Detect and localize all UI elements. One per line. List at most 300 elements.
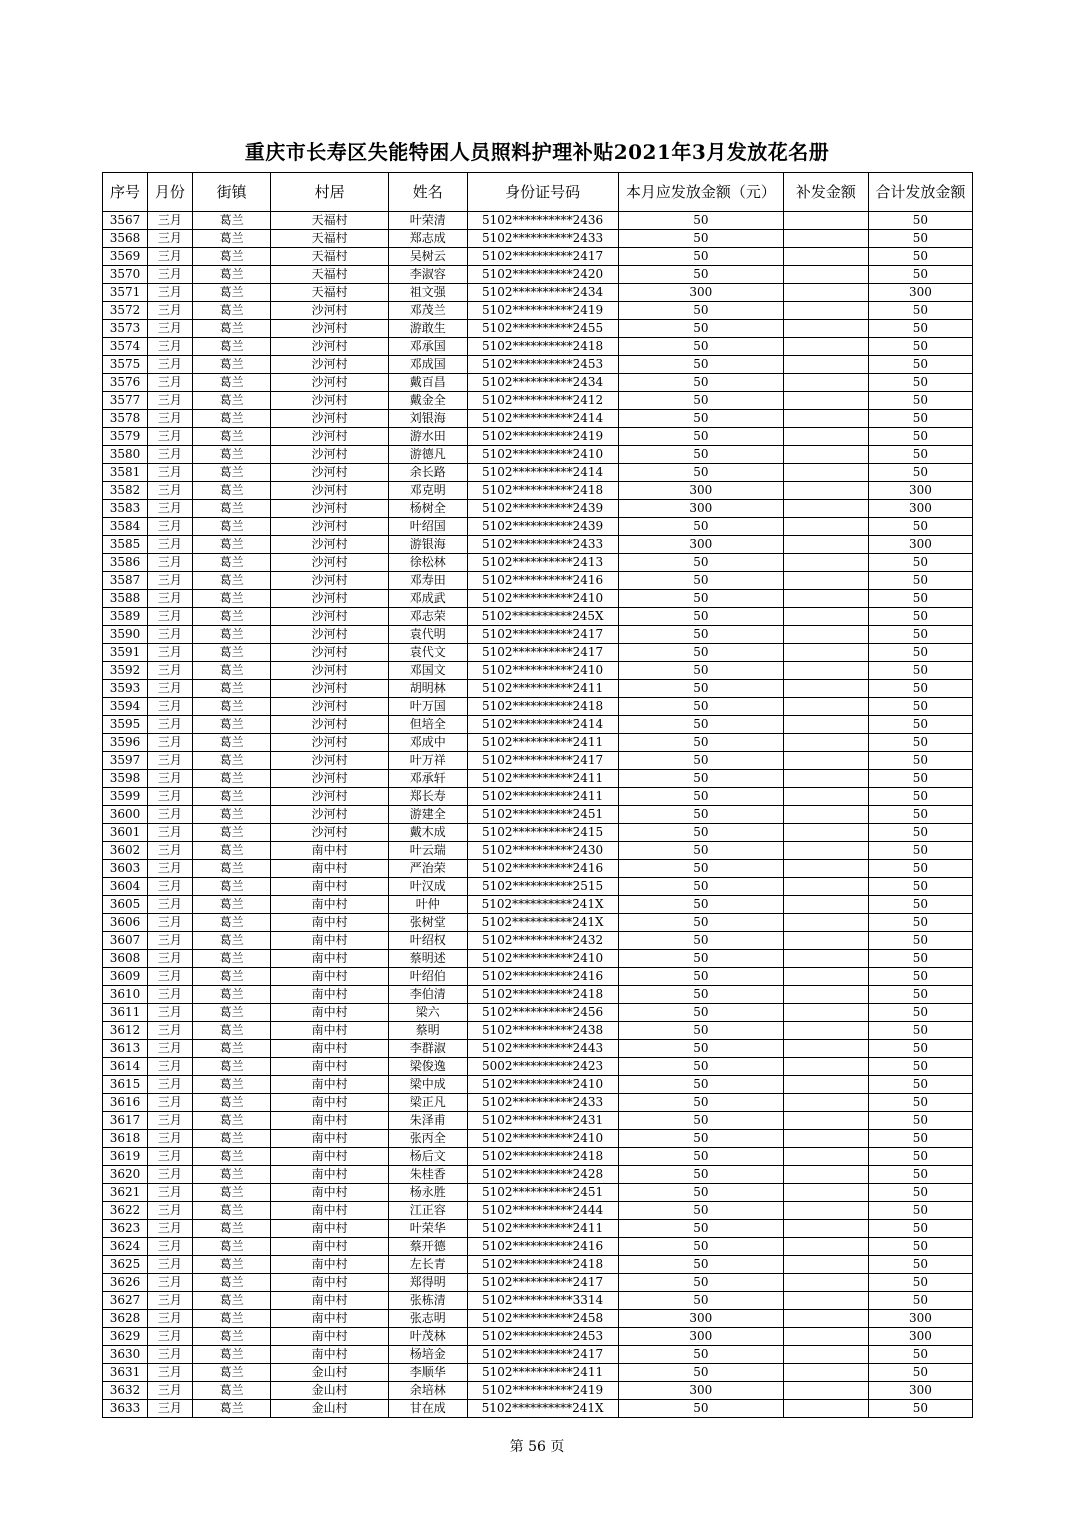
cell-month: 三月 <box>147 464 192 482</box>
cell-monthly-amount: 300 <box>618 1310 783 1328</box>
cell-name: 梁俊逸 <box>388 1058 467 1076</box>
cell-monthly-amount: 50 <box>618 590 783 608</box>
cell-supplement-amount <box>784 1364 869 1382</box>
cell-month: 三月 <box>147 878 192 896</box>
cell-monthly-amount: 50 <box>618 644 783 662</box>
cell-town: 葛兰 <box>192 986 271 1004</box>
cell-village: 沙河村 <box>271 734 388 752</box>
cell-supplement-amount <box>784 1094 869 1112</box>
cell-monthly-amount: 50 <box>618 734 783 752</box>
cell-id-number: 5102**********2431 <box>467 1112 618 1130</box>
cell-id-number: 5102**********2414 <box>467 410 618 428</box>
cell-index: 3629 <box>103 1328 148 1346</box>
cell-index: 3592 <box>103 662 148 680</box>
cell-total-amount: 50 <box>868 752 972 770</box>
cell-supplement-amount <box>784 788 869 806</box>
cell-month: 三月 <box>147 1076 192 1094</box>
cell-village: 沙河村 <box>271 680 388 698</box>
cell-village: 南中村 <box>271 1058 388 1076</box>
cell-town: 葛兰 <box>192 590 271 608</box>
cell-town: 葛兰 <box>192 1112 271 1130</box>
cell-name: 邓成武 <box>388 590 467 608</box>
cell-index: 3607 <box>103 932 148 950</box>
cell-id-number: 5102**********241X <box>467 896 618 914</box>
cell-village: 沙河村 <box>271 356 388 374</box>
cell-id-number: 5102**********2411 <box>467 788 618 806</box>
cell-monthly-amount: 50 <box>618 662 783 680</box>
cell-supplement-amount <box>784 680 869 698</box>
cell-name: 邓国文 <box>388 662 467 680</box>
cell-index: 3606 <box>103 914 148 932</box>
cell-id-number: 5102**********2439 <box>467 518 618 536</box>
cell-index: 3627 <box>103 1292 148 1310</box>
cell-name: 叶绍伯 <box>388 968 467 986</box>
cell-monthly-amount: 50 <box>618 950 783 968</box>
cell-village: 沙河村 <box>271 752 388 770</box>
cell-total-amount: 50 <box>868 986 972 1004</box>
cell-name: 李群淑 <box>388 1040 467 1058</box>
cell-monthly-amount: 50 <box>618 842 783 860</box>
cell-supplement-amount <box>784 1076 869 1094</box>
cell-town: 葛兰 <box>192 266 271 284</box>
cell-index: 3625 <box>103 1256 148 1274</box>
cell-supplement-amount <box>784 464 869 482</box>
cell-monthly-amount: 50 <box>618 626 783 644</box>
cell-index: 3601 <box>103 824 148 842</box>
cell-total-amount: 50 <box>868 896 972 914</box>
cell-id-number: 5102**********245X <box>467 608 618 626</box>
cell-supplement-amount <box>784 770 869 788</box>
cell-supplement-amount <box>784 1148 869 1166</box>
cell-town: 葛兰 <box>192 572 271 590</box>
cell-name: 邓茂兰 <box>388 302 467 320</box>
cell-total-amount: 50 <box>868 1238 972 1256</box>
cell-village: 沙河村 <box>271 806 388 824</box>
cell-total-amount: 50 <box>868 446 972 464</box>
cell-monthly-amount: 50 <box>618 914 783 932</box>
cell-index: 3602 <box>103 842 148 860</box>
cell-monthly-amount: 50 <box>618 1040 783 1058</box>
cell-village: 沙河村 <box>271 500 388 518</box>
cell-village: 沙河村 <box>271 428 388 446</box>
cell-name: 吴树云 <box>388 248 467 266</box>
cell-supplement-amount <box>784 1112 869 1130</box>
cell-total-amount: 50 <box>868 212 972 230</box>
cell-total-amount: 50 <box>868 1256 972 1274</box>
cell-name: 袁代明 <box>388 626 467 644</box>
table-row <box>103 698 973 716</box>
cell-monthly-amount: 50 <box>618 1148 783 1166</box>
cell-total-amount: 50 <box>868 608 972 626</box>
table-row <box>103 374 973 392</box>
cell-name: 蔡开德 <box>388 1238 467 1256</box>
cell-supplement-amount <box>784 572 869 590</box>
cell-month: 三月 <box>147 896 192 914</box>
cell-month: 三月 <box>147 698 192 716</box>
cell-name: 但培全 <box>388 716 467 734</box>
cell-id-number: 5102**********241X <box>467 1400 618 1418</box>
cell-month: 三月 <box>147 248 192 266</box>
cell-month: 三月 <box>147 1274 192 1292</box>
cell-index: 3585 <box>103 536 148 554</box>
table-row <box>103 1256 973 1274</box>
cell-village: 沙河村 <box>271 626 388 644</box>
table-row <box>103 1130 973 1148</box>
cell-name: 郑长寿 <box>388 788 467 806</box>
cell-name: 叶荣华 <box>388 1220 467 1238</box>
cell-month: 三月 <box>147 266 192 284</box>
cell-town: 葛兰 <box>192 806 271 824</box>
cell-total-amount: 50 <box>868 1130 972 1148</box>
cell-month: 三月 <box>147 212 192 230</box>
cell-monthly-amount: 50 <box>618 302 783 320</box>
cell-name: 邓克明 <box>388 482 467 500</box>
cell-name: 叶万国 <box>388 698 467 716</box>
table-row <box>103 986 973 1004</box>
cell-town: 葛兰 <box>192 1166 271 1184</box>
cell-index: 3598 <box>103 770 148 788</box>
cell-id-number: 5102**********2418 <box>467 338 618 356</box>
cell-monthly-amount: 50 <box>618 1094 783 1112</box>
cell-village: 天福村 <box>271 266 388 284</box>
cell-name: 蔡明述 <box>388 950 467 968</box>
cell-index: 3612 <box>103 1022 148 1040</box>
cell-town: 葛兰 <box>192 788 271 806</box>
cell-index: 3589 <box>103 608 148 626</box>
table-row <box>103 1040 973 1058</box>
cell-town: 葛兰 <box>192 1094 271 1112</box>
table-row <box>103 644 973 662</box>
header-total-amount: 合计发放金额 <box>868 173 972 212</box>
cell-name: 邓成国 <box>388 356 467 374</box>
cell-index: 3618 <box>103 1130 148 1148</box>
cell-index: 3570 <box>103 266 148 284</box>
cell-supplement-amount <box>784 860 869 878</box>
table-row <box>103 590 973 608</box>
cell-town: 葛兰 <box>192 1040 271 1058</box>
cell-id-number: 5102**********2411 <box>467 734 618 752</box>
cell-total-amount: 50 <box>868 644 972 662</box>
cell-name: 梁中成 <box>388 1076 467 1094</box>
cell-town: 葛兰 <box>192 1292 271 1310</box>
cell-name: 叶绍国 <box>388 518 467 536</box>
cell-id-number: 5102**********2458 <box>467 1310 618 1328</box>
cell-id-number: 5102**********2416 <box>467 968 618 986</box>
cell-village: 南中村 <box>271 1130 388 1148</box>
cell-total-amount: 50 <box>868 1346 972 1364</box>
cell-id-number: 5102**********2434 <box>467 284 618 302</box>
cell-month: 三月 <box>147 1022 192 1040</box>
table-row <box>103 554 973 572</box>
header-row <box>103 173 973 212</box>
table-row <box>103 1184 973 1202</box>
cell-index: 3583 <box>103 500 148 518</box>
cell-id-number: 5102**********2410 <box>467 950 618 968</box>
cell-total-amount: 50 <box>868 302 972 320</box>
cell-index: 3624 <box>103 1238 148 1256</box>
cell-id-number: 5102**********2430 <box>467 842 618 860</box>
cell-monthly-amount: 50 <box>618 266 783 284</box>
cell-index: 3611 <box>103 1004 148 1022</box>
cell-total-amount: 50 <box>868 1112 972 1130</box>
table-row <box>103 464 973 482</box>
table-row <box>103 518 973 536</box>
cell-supplement-amount <box>784 248 869 266</box>
cell-month: 三月 <box>147 770 192 788</box>
cell-town: 葛兰 <box>192 482 271 500</box>
cell-total-amount: 50 <box>868 464 972 482</box>
cell-monthly-amount: 50 <box>618 716 783 734</box>
cell-town: 葛兰 <box>192 248 271 266</box>
cell-total-amount: 50 <box>868 770 972 788</box>
cell-supplement-amount <box>784 1004 869 1022</box>
cell-month: 三月 <box>147 716 192 734</box>
cell-index: 3582 <box>103 482 148 500</box>
cell-index: 3617 <box>103 1112 148 1130</box>
cell-month: 三月 <box>147 1364 192 1382</box>
cell-town: 葛兰 <box>192 896 271 914</box>
cell-id-number: 5102**********241X <box>467 914 618 932</box>
cell-monthly-amount: 300 <box>618 536 783 554</box>
cell-village: 沙河村 <box>271 608 388 626</box>
header-month: 月份 <box>147 173 192 212</box>
cell-supplement-amount <box>784 266 869 284</box>
cell-index: 3568 <box>103 230 148 248</box>
cell-monthly-amount: 50 <box>618 608 783 626</box>
cell-index: 3586 <box>103 554 148 572</box>
cell-total-amount: 50 <box>868 1004 972 1022</box>
cell-id-number: 5102**********2433 <box>467 230 618 248</box>
cell-monthly-amount: 50 <box>618 680 783 698</box>
cell-village: 南中村 <box>271 1202 388 1220</box>
cell-monthly-amount: 50 <box>618 1112 783 1130</box>
table-row <box>103 1328 973 1346</box>
cell-index: 3621 <box>103 1184 148 1202</box>
cell-month: 三月 <box>147 338 192 356</box>
cell-supplement-amount <box>784 320 869 338</box>
cell-index: 3626 <box>103 1274 148 1292</box>
cell-month: 三月 <box>147 482 192 500</box>
cell-id-number: 5102**********2443 <box>467 1040 618 1058</box>
cell-monthly-amount: 50 <box>618 248 783 266</box>
cell-monthly-amount: 50 <box>618 464 783 482</box>
cell-supplement-amount <box>784 1166 869 1184</box>
cell-village: 南中村 <box>271 1166 388 1184</box>
cell-monthly-amount: 50 <box>618 446 783 464</box>
cell-month: 三月 <box>147 554 192 572</box>
cell-town: 葛兰 <box>192 1184 271 1202</box>
cell-month: 三月 <box>147 1112 192 1130</box>
cell-total-amount: 50 <box>868 914 972 932</box>
cell-supplement-amount <box>784 1202 869 1220</box>
cell-village: 天福村 <box>271 284 388 302</box>
cell-village: 南中村 <box>271 914 388 932</box>
cell-id-number: 5102**********2411 <box>467 770 618 788</box>
cell-month: 三月 <box>147 806 192 824</box>
cell-index: 3597 <box>103 752 148 770</box>
cell-village: 南中村 <box>271 896 388 914</box>
cell-village: 南中村 <box>271 968 388 986</box>
cell-name: 梁正凡 <box>388 1094 467 1112</box>
cell-id-number: 5102**********2420 <box>467 266 618 284</box>
cell-village: 沙河村 <box>271 770 388 788</box>
cell-monthly-amount: 50 <box>618 356 783 374</box>
table-row <box>103 266 973 284</box>
cell-total-amount: 50 <box>868 428 972 446</box>
cell-supplement-amount <box>784 482 869 500</box>
cell-supplement-amount <box>784 842 869 860</box>
cell-supplement-amount <box>784 968 869 986</box>
cell-village: 沙河村 <box>271 482 388 500</box>
cell-total-amount: 50 <box>868 1274 972 1292</box>
cell-month: 三月 <box>147 734 192 752</box>
cell-total-amount: 50 <box>868 1040 972 1058</box>
cell-town: 葛兰 <box>192 356 271 374</box>
cell-monthly-amount: 50 <box>618 1400 783 1418</box>
cell-town: 葛兰 <box>192 680 271 698</box>
cell-supplement-amount <box>784 914 869 932</box>
cell-town: 葛兰 <box>192 1382 271 1400</box>
cell-index: 3619 <box>103 1148 148 1166</box>
cell-village: 金山村 <box>271 1364 388 1382</box>
cell-monthly-amount: 300 <box>618 284 783 302</box>
cell-supplement-amount <box>784 1274 869 1292</box>
cell-month: 三月 <box>147 1292 192 1310</box>
cell-id-number: 5102**********2456 <box>467 1004 618 1022</box>
cell-id-number: 5102**********2439 <box>467 500 618 518</box>
cell-total-amount: 50 <box>868 968 972 986</box>
cell-name: 祖文强 <box>388 284 467 302</box>
cell-monthly-amount: 50 <box>618 986 783 1004</box>
cell-month: 三月 <box>147 1058 192 1076</box>
cell-town: 葛兰 <box>192 1202 271 1220</box>
cell-town: 葛兰 <box>192 374 271 392</box>
cell-monthly-amount: 300 <box>618 1328 783 1346</box>
cell-village: 南中村 <box>271 950 388 968</box>
cell-total-amount: 50 <box>868 1184 972 1202</box>
cell-index: 3609 <box>103 968 148 986</box>
cell-village: 沙河村 <box>271 698 388 716</box>
cell-id-number: 5102**********2451 <box>467 806 618 824</box>
cell-index: 3587 <box>103 572 148 590</box>
cell-town: 葛兰 <box>192 500 271 518</box>
cell-total-amount: 50 <box>868 1202 972 1220</box>
cell-village: 南中村 <box>271 1220 388 1238</box>
table-row <box>103 1382 973 1400</box>
table-row <box>103 824 973 842</box>
table-row <box>103 446 973 464</box>
cell-id-number: 5102**********2417 <box>467 1274 618 1292</box>
cell-village: 南中村 <box>271 860 388 878</box>
cell-village: 南中村 <box>271 932 388 950</box>
cell-name: 胡明林 <box>388 680 467 698</box>
table-row <box>103 1166 973 1184</box>
table-row <box>103 752 973 770</box>
cell-town: 葛兰 <box>192 320 271 338</box>
table-row <box>103 716 973 734</box>
table-row <box>103 1292 973 1310</box>
cell-month: 三月 <box>147 1310 192 1328</box>
cell-total-amount: 50 <box>868 1166 972 1184</box>
cell-id-number: 5102**********2444 <box>467 1202 618 1220</box>
cell-name: 邓成中 <box>388 734 467 752</box>
cell-monthly-amount: 50 <box>618 824 783 842</box>
cell-total-amount: 300 <box>868 1382 972 1400</box>
cell-total-amount: 50 <box>868 374 972 392</box>
cell-month: 三月 <box>147 446 192 464</box>
cell-index: 3599 <box>103 788 148 806</box>
cell-village: 金山村 <box>271 1382 388 1400</box>
cell-name: 叶茂林 <box>388 1328 467 1346</box>
table-body <box>103 212 973 1418</box>
cell-name: 杨后文 <box>388 1148 467 1166</box>
cell-total-amount: 50 <box>868 1058 972 1076</box>
cell-monthly-amount: 50 <box>618 518 783 536</box>
cell-month: 三月 <box>147 1346 192 1364</box>
cell-monthly-amount: 50 <box>618 1202 783 1220</box>
cell-month: 三月 <box>147 572 192 590</box>
cell-month: 三月 <box>147 1040 192 1058</box>
cell-index: 3584 <box>103 518 148 536</box>
cell-monthly-amount: 50 <box>618 212 783 230</box>
cell-name: 游敢生 <box>388 320 467 338</box>
table-row <box>103 230 973 248</box>
cell-supplement-amount <box>784 410 869 428</box>
cell-town: 葛兰 <box>192 212 271 230</box>
cell-name: 甘在成 <box>388 1400 467 1418</box>
cell-supplement-amount <box>784 896 869 914</box>
cell-monthly-amount: 50 <box>618 1004 783 1022</box>
cell-index: 3623 <box>103 1220 148 1238</box>
cell-monthly-amount: 50 <box>618 1256 783 1274</box>
cell-monthly-amount: 50 <box>618 752 783 770</box>
cell-total-amount: 50 <box>868 1148 972 1166</box>
cell-index: 3573 <box>103 320 148 338</box>
cell-index: 3628 <box>103 1310 148 1328</box>
cell-id-number: 5102**********2418 <box>467 1256 618 1274</box>
table-row <box>103 356 973 374</box>
cell-total-amount: 50 <box>868 806 972 824</box>
cell-monthly-amount: 50 <box>618 374 783 392</box>
cell-id-number: 5102**********2411 <box>467 1364 618 1382</box>
cell-total-amount: 50 <box>868 590 972 608</box>
cell-total-amount: 50 <box>868 824 972 842</box>
cell-monthly-amount: 50 <box>618 1076 783 1094</box>
table-row <box>103 914 973 932</box>
table-row <box>103 1148 973 1166</box>
cell-monthly-amount: 50 <box>618 1166 783 1184</box>
cell-village: 沙河村 <box>271 590 388 608</box>
cell-monthly-amount: 300 <box>618 500 783 518</box>
cell-total-amount: 50 <box>868 1364 972 1382</box>
cell-index: 3605 <box>103 896 148 914</box>
cell-total-amount: 50 <box>868 698 972 716</box>
cell-index: 3622 <box>103 1202 148 1220</box>
cell-name: 叶云瑞 <box>388 842 467 860</box>
cell-total-amount: 300 <box>868 1310 972 1328</box>
cell-month: 三月 <box>147 680 192 698</box>
cell-name: 邓承国 <box>388 338 467 356</box>
table-row <box>103 950 973 968</box>
cell-name: 叶万祥 <box>388 752 467 770</box>
cell-name: 叶荣清 <box>388 212 467 230</box>
cell-supplement-amount <box>784 428 869 446</box>
cell-supplement-amount <box>784 734 869 752</box>
table-row <box>103 1112 973 1130</box>
cell-monthly-amount: 50 <box>618 572 783 590</box>
cell-monthly-amount: 50 <box>618 806 783 824</box>
cell-month: 三月 <box>147 986 192 1004</box>
